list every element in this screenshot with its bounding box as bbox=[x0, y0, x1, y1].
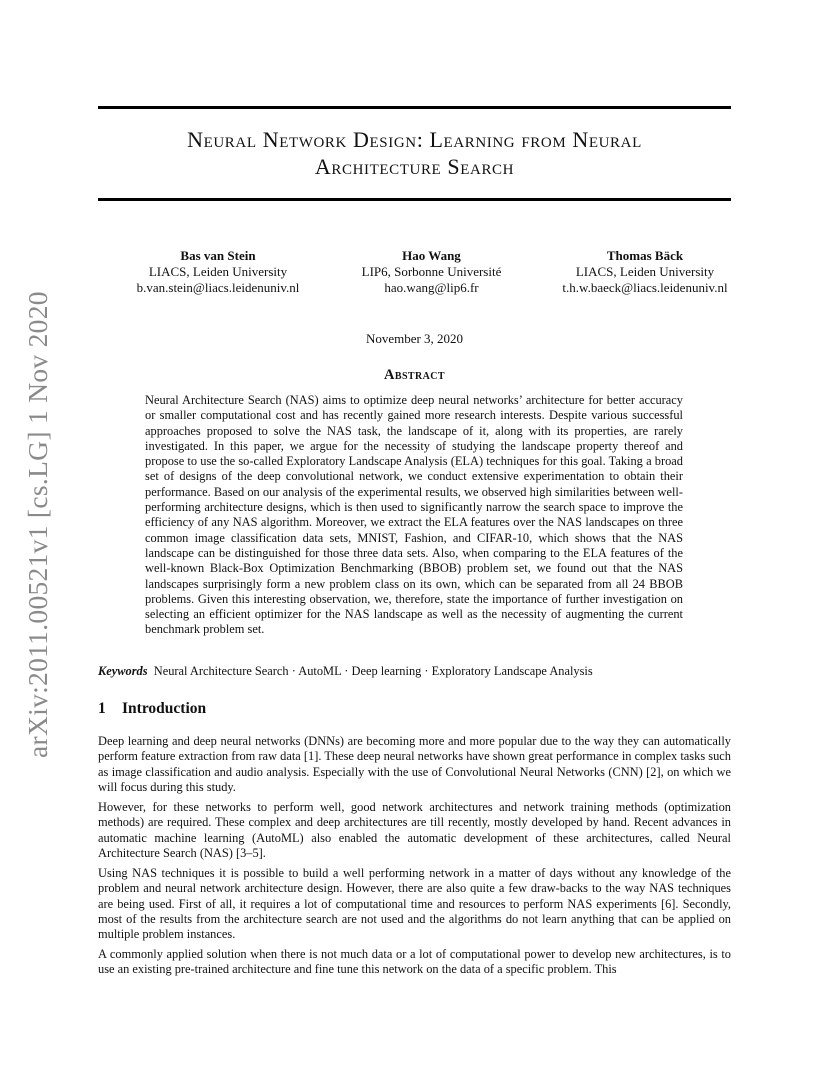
author-block bbox=[98, 248, 731, 296]
keywords bbox=[98, 664, 738, 679]
author-2 bbox=[342, 248, 522, 296]
keywords-text: Neural Architecture Search · AutoML · Deep learning · Exploratory Landscape Analysis bbox=[153, 664, 593, 678]
keywords-label: Keywords bbox=[98, 664, 148, 678]
title-rule-bottom bbox=[98, 198, 731, 201]
abstract-heading: Abstract bbox=[384, 367, 445, 383]
abstract-text: Neural Architecture Search (NAS) aims to optimize deep neural networks’ architecture for better accuracy or smaller computational cost and has recently gained more research interests. Despite various successful approaches proposed to solve the NAS task, the landscape of it, along with its properties, are rarely investigated. In this paper, we argue for the necessity of studying the landscape property thereof and propose to use the so-called Exploratory Landscape Analysis (ELA) techniques for this goal. Taking a broad set of designs of the deep convolutional network, we conduct extensive experimentation to obtain their performance. Based on our analysis of the experimental results, we observed high similarities between well-performing architecture designs, which is then used to significantly narrow the search space to improve the efficiency of any NAS algorithm. Moreover, we extract the ELA features over the NAS landscapes on three common image classification data sets, MNIST, Fashion, and CIFAR-10, which shows that the NAS landscape can be distinguished for those three data sets. Also, when comparing to the ELA features of the well-known Black-Box Optimization Benchmarking (BBOB) problem set, we found out that the NAS landscapes surprisingly form a new problem class on its own, which can be separated from all 24 BBOB problems. Given this interesting observation, we, therefore, state the importance of further investigation on selecting an efficient optimizer for the NAS landscape as well as the necessity of augmenting the current benchmark problem set. bbox=[145, 393, 683, 637]
intro-paragraph-3: Using NAS techniques it is possible to build a well performing network in a matter of days without any knowledge of the problem and neural network architecture design. However, there are also quite a few draw-backs to the way NAS techniques are being used. First of all, it requires a lot of computational time and resources to perform NAS experiments [6]. Secondly, most of the results from the architecture search are not used and the algorithms do not learn anything that can be applied on multiple problem instances. bbox=[98, 866, 731, 942]
author-email[interactable]: b.van.stein@liacs.leidenuniv.nl bbox=[136, 280, 300, 295]
intro-paragraph-2: However, for these networks to perform well, good network architectures and network training methods (optimization methods) are required. These complex and deep architectures are till recently, mostly developed by hand. Recent advances in automatic machine learning (AutoML) also enabled the automatic development of these architectures, called Neural Architecture Search (NAS) [3–5]. bbox=[98, 800, 731, 860]
paper-title bbox=[98, 126, 731, 180]
author-affiliation: LIACS, Leiden University bbox=[575, 264, 715, 279]
author-affiliation: LIACS, Leiden University bbox=[148, 264, 288, 279]
title-line-2: Architecture Search bbox=[314, 154, 515, 179]
arxiv-stamp-text: arXiv:2011.00521v1 [cs.LG] 1 Nov 2020 bbox=[22, 291, 53, 758]
arxiv-stamp-svg bbox=[16, 290, 58, 760]
author-email[interactable]: t.h.w.baeck@liacs.leidenuniv.nl bbox=[562, 280, 728, 295]
title-rule-top bbox=[98, 106, 731, 109]
title-line-1: Neural Network Design: Learning from Neural bbox=[187, 127, 642, 152]
section-title: Introduction bbox=[122, 700, 207, 717]
author-name: Hao Wang bbox=[402, 248, 461, 263]
intro-paragraph-4: A commonly applied solution when there is not much data or a lot of computational power to develop new architectures, is to use an existing pre-trained architecture and fine tune this network on the data of a specific problem. This bbox=[98, 947, 731, 977]
section-number: 1 bbox=[98, 700, 106, 717]
author-1 bbox=[118, 248, 318, 296]
arxiv-stamp bbox=[16, 290, 58, 760]
author-3 bbox=[545, 248, 745, 296]
author-name: Thomas Bäck bbox=[606, 248, 684, 263]
author-name: Bas van Stein bbox=[180, 248, 256, 263]
author-affiliation: LIP6, Sorbonne Université bbox=[361, 264, 502, 279]
intro-paragraph-1: Deep learning and deep neural networks (DNNs) are becoming more and more popular due to the way they can automatically perform feature extraction from raw data [1]. These deep neural networks have shown great performance in complex tasks such as image classification and audio analysis. Especially with the use of Convolutional Neural Networks (CNN) [2], on which we will focus during this study. bbox=[98, 734, 731, 794]
section-heading-introduction bbox=[98, 700, 206, 718]
paper-date: November 3, 2020 bbox=[365, 331, 464, 346]
author-email[interactable]: hao.wang@lip6.fr bbox=[384, 280, 479, 295]
